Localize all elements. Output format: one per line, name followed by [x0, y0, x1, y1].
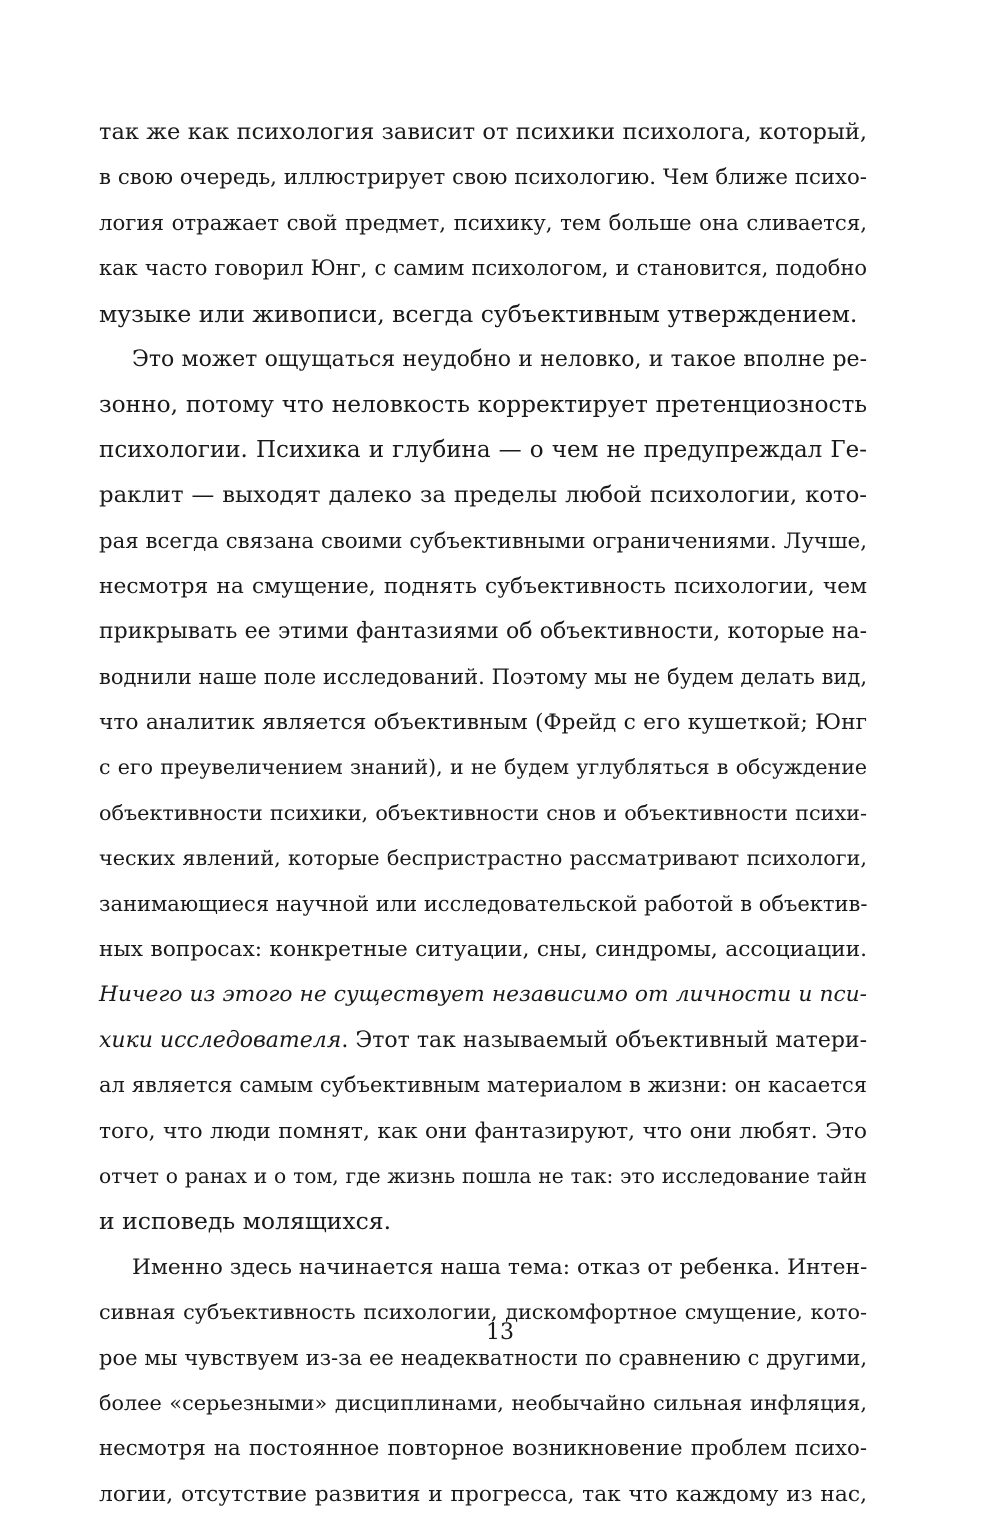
- text-line: несмотря на смущение, поднять субъективность психологии, чем: [99, 573, 867, 599]
- text-line: зонно, потому что неловкость корректирует претенциозность: [99, 391, 867, 419]
- text-line: ческих явлений, которые беспристрастно рассматривают психологи,: [99, 846, 867, 871]
- text-line: что аналитик является объективным (Фрейд с его кушеткой; Юнг: [99, 710, 867, 736]
- text-span: . Этот так называемый объективный матери-: [341, 1027, 868, 1053]
- text-line: рая всегда связана своими субъективными ограничениями. Лучше,: [99, 528, 867, 554]
- text-line: Это может ощущаться неудобно и неловко, и такое вполне ре-: [132, 346, 867, 372]
- paragraph-2: [99, 337, 867, 1245]
- text-line: отчет о ранах и о том, где жизнь пошла не так: это исследование тайн: [99, 1163, 867, 1188]
- text-line: в свою очередь, иллюстрирует свою психологию. Чем ближе психо-: [99, 165, 867, 191]
- text-line: прикрывать ее этими фантазиями об объективности, которые на-: [99, 619, 867, 645]
- paragraph-3: [99, 1245, 867, 1517]
- text-line: рое мы чувствуем из-за ее неадекватности по сравнению с другими,: [99, 1345, 867, 1370]
- text-line: так же как психология зависит от психики психолога, который,: [99, 119, 867, 145]
- text-line: сивная субъективность психологии, дискомфортное смущение, кото-: [99, 1300, 867, 1325]
- body-text: [99, 110, 867, 1517]
- page-number: 13: [486, 1320, 514, 1345]
- italic-phrase: хики исследователя: [99, 1027, 342, 1053]
- text-line: воднили наше поле исследований. Поэтому мы не будем делать вид,: [99, 664, 867, 689]
- text-line: музыке или живописи, всегда субъективным утверждением.: [99, 299, 858, 328]
- text-line: с его преувеличением знаний), и не будем углубляться в обсуждение: [99, 755, 867, 780]
- mixed-text-line: [99, 1018, 867, 1063]
- text-line: занимающиеся научной или исследовательской работой в объектив-: [99, 891, 868, 916]
- text-line: логия отражает свой предмет, психику, тем больше она сливается,: [99, 210, 867, 236]
- text-line: раклит — выходят далеко за пределы любой психологии, кото-: [99, 482, 867, 509]
- text-line: ал является самым субъективным материалом в жизни: он касается: [99, 1073, 867, 1098]
- text-line: объективности психики, объективности снов и объективности психи-: [99, 800, 867, 825]
- text-line: Именно здесь начинается наша тема: отказ от ребенка. Интен-: [132, 1254, 868, 1280]
- text-line: логии, отсутствие развития и прогресса, так что каждому из нас,: [99, 1481, 867, 1507]
- text-line: и исповедь молящихся.: [99, 1207, 392, 1236]
- text-line: психологии. Психика и глубина — о чем не предупреждал Ге-: [99, 436, 867, 463]
- text-line: того, что люди помнят, как они фантазируют, что они любят. Это: [99, 1118, 867, 1144]
- italic-text-line: Ничего из этого не существует независимо от личности и пси-: [99, 982, 867, 1008]
- text-line: несмотря на постоянное повторное возникновение проблем психо-: [99, 1436, 867, 1462]
- text-line: ных вопросах: конкретные ситуации, сны, синдромы, ассоциации.: [99, 937, 867, 963]
- text-line: более «серьезными» дисциплинами, необычайно сильная инфляция,: [99, 1390, 867, 1415]
- text-line: как часто говорил Юнг, с самим психологом, и становится, подобно: [99, 256, 867, 281]
- paragraph-1: [99, 110, 867, 337]
